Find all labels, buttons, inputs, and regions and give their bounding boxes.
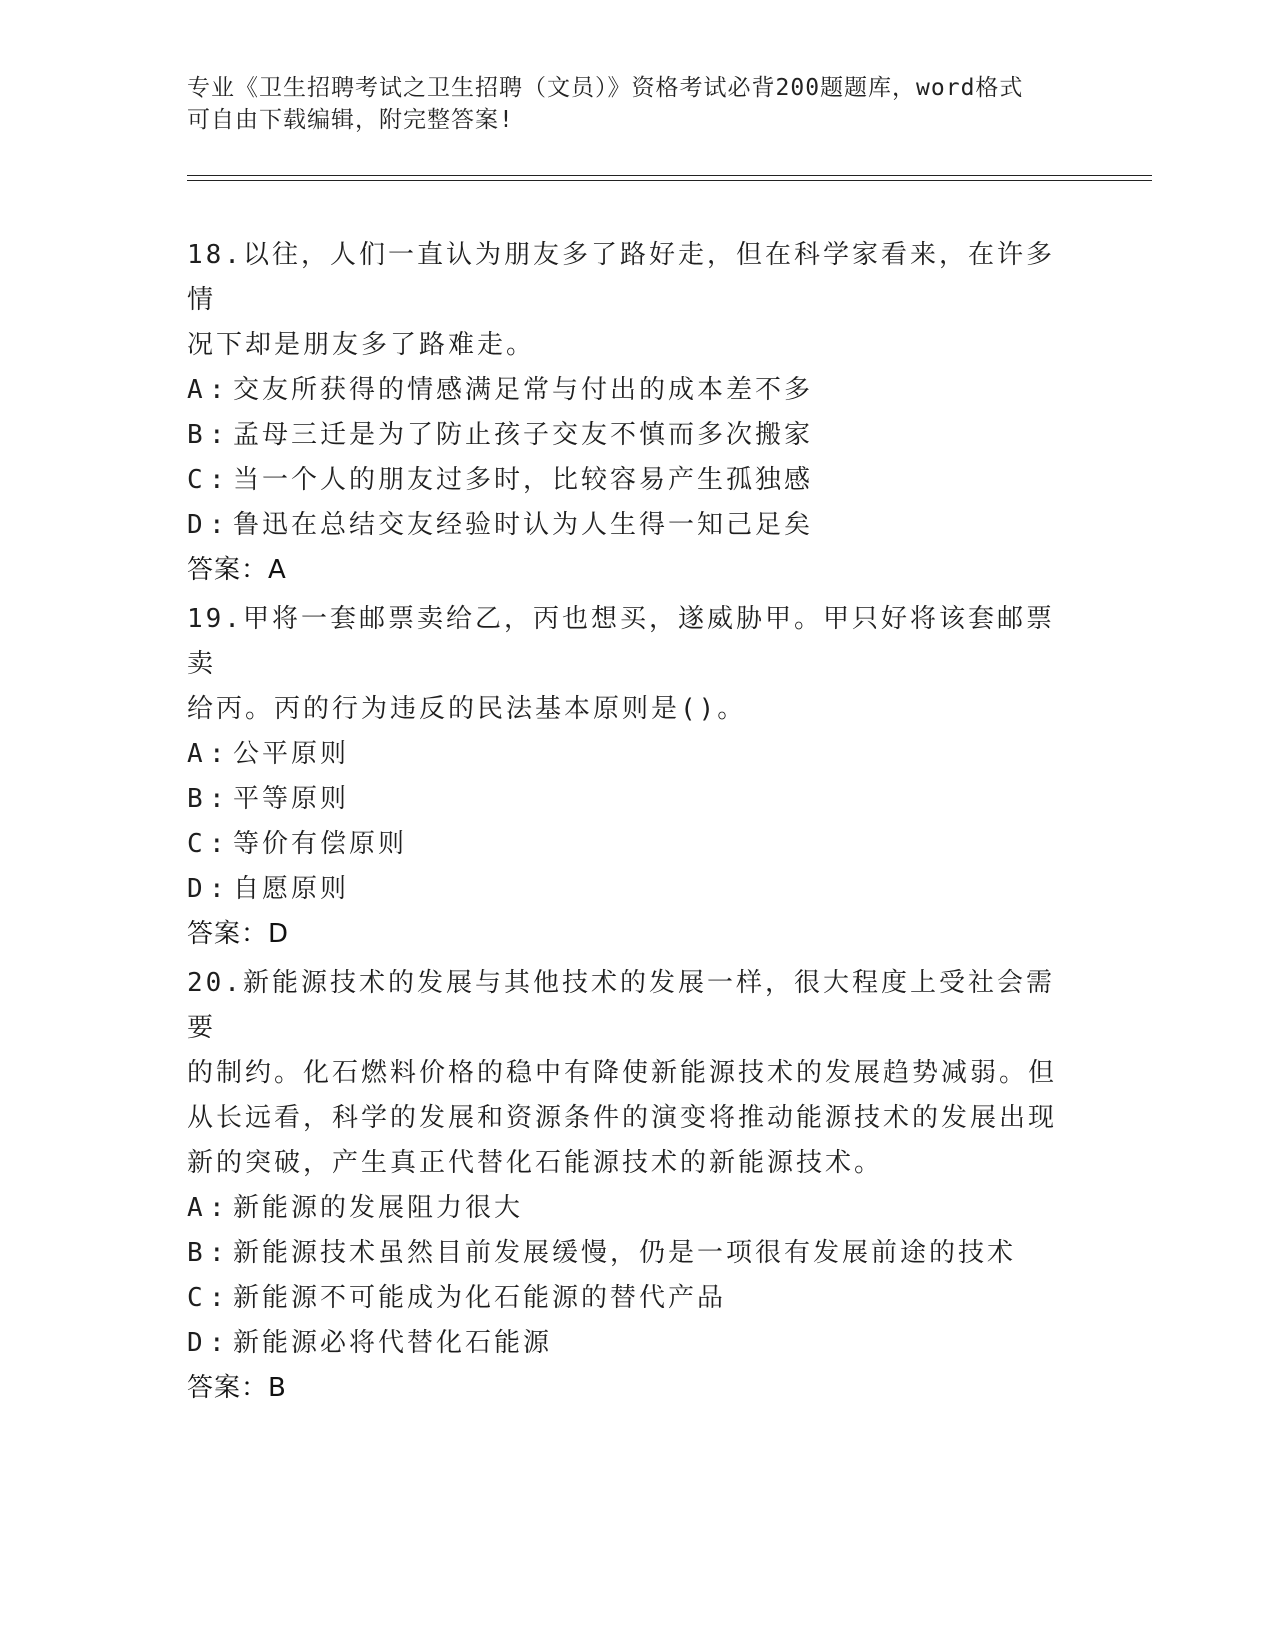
option-c xyxy=(187,822,1067,867)
option-a xyxy=(187,732,1067,777)
option-a xyxy=(187,1186,1067,1231)
answer-label: 答案：D xyxy=(187,919,290,949)
question-stem-line: 从长远看，科学的发展和资源条件的演变将推动能源技术的发展出现 xyxy=(187,1103,1058,1133)
question-stem-line: 的制约。化石燃料价格的稳中有降使新能源技术的发展趋势减弱。但 xyxy=(187,1058,1058,1088)
option-letter: A xyxy=(187,375,206,405)
option-separator: : xyxy=(209,1238,228,1268)
option-letter: A xyxy=(187,1193,206,1223)
option-letter: C xyxy=(187,1283,206,1313)
option-separator: : xyxy=(209,1283,228,1313)
option-d xyxy=(187,503,1067,548)
option-text: 孟母三迁是为了防止孩子交友不慎而多次搬家 xyxy=(233,420,814,450)
option-text: 鲁迅在总结交友经验时认为人生得一知己足矣 xyxy=(233,510,814,540)
option-letter: B xyxy=(187,784,206,814)
option-c xyxy=(187,1276,1067,1321)
option-letter: B xyxy=(187,420,206,450)
option-d xyxy=(187,1321,1067,1366)
option-text: 自愿原则 xyxy=(233,874,350,904)
question-stem-line: 新的突破，产生真正代替化石能源技术的新能源技术。 xyxy=(187,1148,884,1178)
question-stem-line: 20.新能源技术的发展与其他技术的发展一样，很大程度上受社会需要 xyxy=(187,968,1055,1043)
question-20 xyxy=(187,961,1067,1411)
question-19 xyxy=(187,597,1067,957)
option-separator: : xyxy=(209,739,228,769)
option-separator: : xyxy=(209,465,228,495)
option-text: 新能源的发展阻力很大 xyxy=(233,1193,524,1223)
option-text: 交友所获得的情感满足常与付出的成本差不多 xyxy=(233,375,814,405)
option-letter: D xyxy=(187,874,206,904)
option-b xyxy=(187,413,1067,458)
option-text: 等价有偿原则 xyxy=(233,829,408,859)
option-text: 新能源必将代替化石能源 xyxy=(233,1328,553,1358)
document-header xyxy=(187,72,1067,136)
option-letter: D xyxy=(187,510,206,540)
option-a xyxy=(187,368,1067,413)
header-rule-top xyxy=(187,175,1152,176)
option-text: 公平原则 xyxy=(233,739,350,769)
option-separator: : xyxy=(209,375,228,405)
option-b xyxy=(187,777,1067,822)
option-separator: : xyxy=(209,829,228,859)
option-letter: D xyxy=(187,1328,206,1358)
question-stem-line: 19.甲将一套邮票卖给乙，丙也想买，遂威胁甲。甲只好将该套邮票卖 xyxy=(187,604,1055,679)
option-separator: : xyxy=(209,420,228,450)
header-line-1: 专业《卫生招聘考试之卫生招聘（文员）》资格考试必背200题题库，word格式 xyxy=(187,75,1024,101)
option-letter: C xyxy=(187,829,206,859)
option-text: 新能源技术虽然目前发展缓慢，仍是一项很有发展前途的技术 xyxy=(233,1238,1017,1268)
header-line-2: 可自由下载编辑，附完整答案! xyxy=(187,107,514,133)
answer-label: 答案：B xyxy=(187,1373,287,1403)
option-separator: : xyxy=(209,510,228,540)
option-text: 当一个人的朋友过多时，比较容易产生孤独感 xyxy=(233,465,814,495)
question-18 xyxy=(187,233,1067,593)
header-rule-bottom xyxy=(187,180,1152,181)
option-d xyxy=(187,867,1067,912)
answer-label: 答案：A xyxy=(187,555,287,585)
option-text: 新能源不可能成为化石能源的替代产品 xyxy=(233,1283,727,1313)
question-stem-line: 18.以往，人们一直认为朋友多了路好走，但在科学家看来，在许多情 xyxy=(187,240,1055,315)
option-letter: A xyxy=(187,739,206,769)
option-letter: C xyxy=(187,465,206,495)
option-letter: B xyxy=(187,1238,206,1268)
question-stem-line: 况下却是朋友多了路难走。 xyxy=(187,330,536,360)
option-text: 平等原则 xyxy=(233,784,350,814)
question-stem-line: 给丙。丙的行为违反的民法基本原则是()。 xyxy=(187,694,747,724)
option-separator: : xyxy=(209,1193,228,1223)
option-separator: : xyxy=(209,1328,228,1358)
option-separator: : xyxy=(209,874,228,904)
option-b xyxy=(187,1231,1067,1276)
option-c xyxy=(187,458,1067,503)
option-separator: : xyxy=(209,784,228,814)
